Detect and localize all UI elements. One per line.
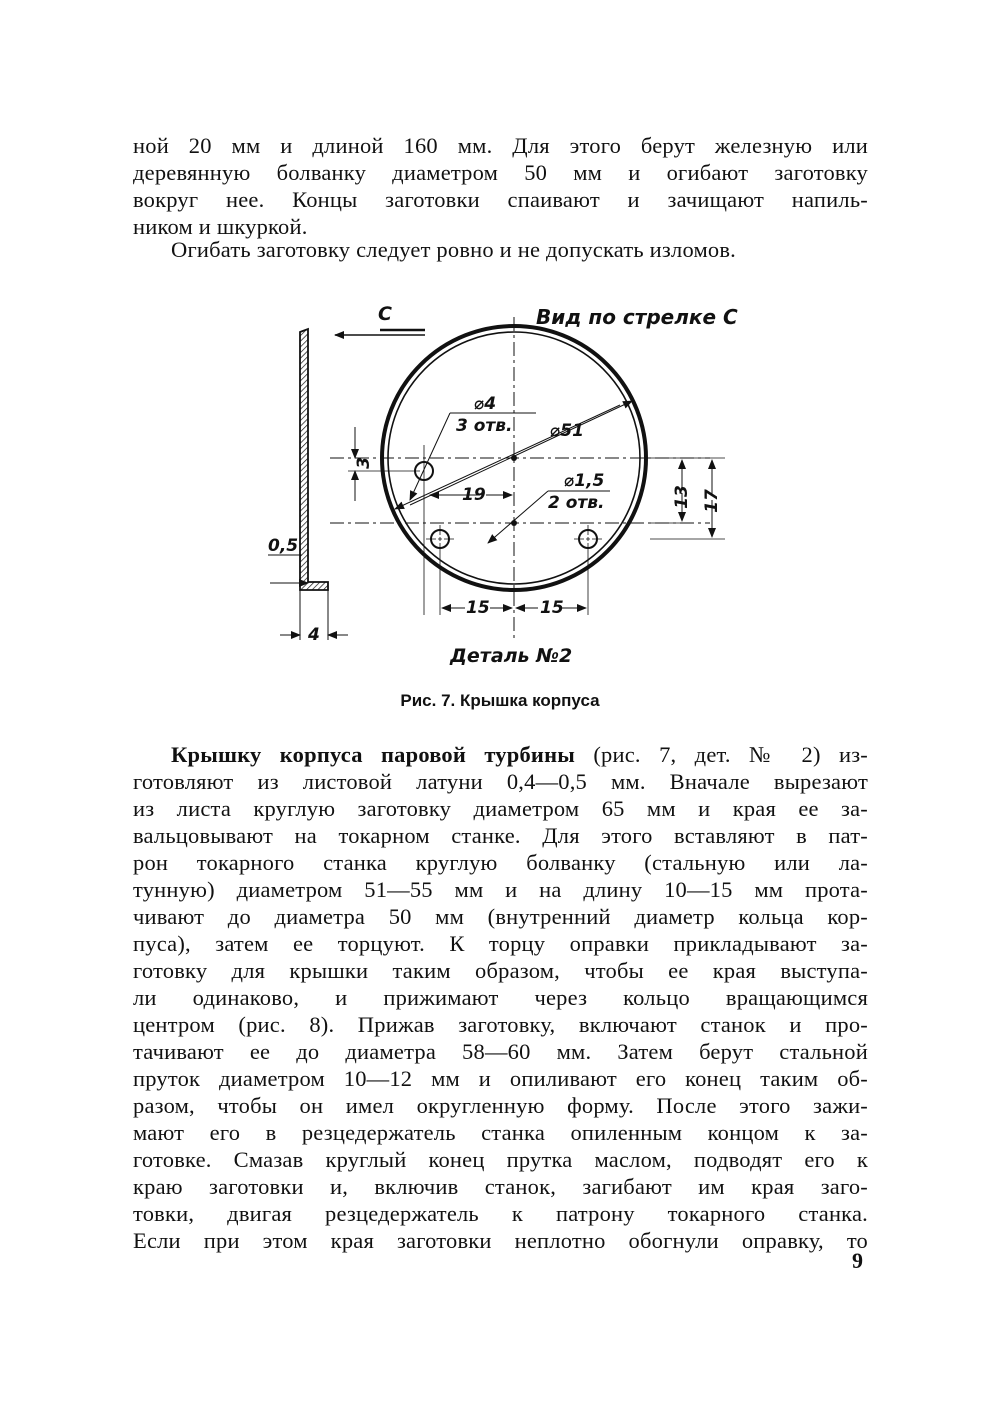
top-paragraph: [133, 132, 868, 240]
text-line: пруток диаметром 10—12 мм и опиливают его конец таким об-: [133, 1066, 868, 1091]
page-number: 9: [852, 1248, 863, 1273]
text-line: [133, 741, 868, 768]
text-line: ником и шкуркой.: [133, 214, 308, 239]
dim-0-5-label: 0,5: [268, 536, 299, 556]
arrow-c-label: С: [378, 303, 392, 325]
view-title-label: Вид по стрелке С: [536, 305, 738, 329]
text-line: рон токарного станка круглую болванку (стальную или ла-: [133, 850, 868, 875]
text-line: разом, чтобы он имел округленную форму. После этого зажи-: [133, 1093, 868, 1118]
dim-19-label: 19: [462, 485, 486, 505]
dim-13-label: 13: [671, 485, 692, 509]
dim-17-label: 17: [701, 489, 722, 513]
text-line: Огибать заготовку следует ровно и не допускать изломов.: [171, 237, 736, 262]
figure-cover-drawing: [250, 295, 750, 675]
two-holes-label: 2 отв.: [548, 493, 605, 513]
dim-15-right-label: 15: [540, 598, 564, 618]
second-paragraph: [133, 236, 868, 263]
text-line: вокруг нее. Концы заготовки спаивают и зачищают напиль-: [133, 187, 868, 212]
text-line: краю заготовки и, включив станок, загибают им края заго-: [133, 1174, 868, 1199]
text-line: готовке. Смазав круглый конец прутка маслом, подводят его к: [133, 1147, 868, 1172]
dim-3-label: 3: [353, 457, 374, 469]
text-line: из листа круглую заготовку диаметром 65 мм и края ее за-: [133, 796, 868, 821]
text-line: вальцовывают на токарном станке. Для этого вставляют в пат-: [133, 823, 868, 848]
text-line: готовку для крышки таким образом, чтобы ее края выступа-: [133, 958, 868, 983]
text-line: центром (рис. 8). Прижав заготовку, включают станок и про-: [133, 1012, 868, 1037]
text-line: тачивают ее до диаметра 58—60 мм. Затем берут стальной: [133, 1039, 868, 1064]
text-line: чивают до диаметра 50 мм (внутренний диаметр кольца кор-: [133, 904, 868, 929]
text-line: деревянную болванку диаметром 50 мм и огибают заготовку: [133, 160, 868, 185]
text-line: ной 20 мм и длиной 160 мм. Для этого берут железную или: [133, 133, 868, 158]
main-paragraph: [133, 741, 868, 1254]
text-line: ли одинаково, и прижимают через кольцо вращающимся: [133, 985, 868, 1010]
three-holes-label: 3 отв.: [456, 416, 513, 436]
text-line: Если при этом края заготовки неплотно обогнули оправку, то: [133, 1228, 868, 1253]
bold-lead-text: Крышку корпуса паровой турбины: [171, 742, 576, 767]
lead-line-rest: (рис. 7, дет. № 2) из-: [593, 742, 868, 767]
hole-diameter-4-label: ⌀4: [474, 394, 497, 414]
dim-15-left-label: 15: [466, 598, 490, 618]
text-line: готовляют из листовой латуни 0,4—0,5 мм. Вначале вырезают: [133, 769, 868, 794]
text-line: пуса), затем ее торцуют. К торцу оправки прикладывают за-: [133, 931, 868, 956]
detail-label: Деталь №2: [450, 645, 573, 667]
text-line: мают его в резцедержатель станка опиленным концом к за-: [133, 1120, 868, 1145]
hole-diameter-1-5-label: ⌀1,5: [564, 471, 605, 491]
diameter-51-label: ⌀51: [550, 421, 584, 441]
text-line: товки, двигая резцедержатель к патрону токарного станка.: [133, 1201, 868, 1226]
dim-4-label: 4: [308, 625, 320, 645]
text-line: тунную) диаметром 51—55 мм и на длину 10—15 мм прота-: [133, 877, 868, 902]
figure-caption: Рис. 7. Крышка корпуса: [400, 691, 600, 710]
